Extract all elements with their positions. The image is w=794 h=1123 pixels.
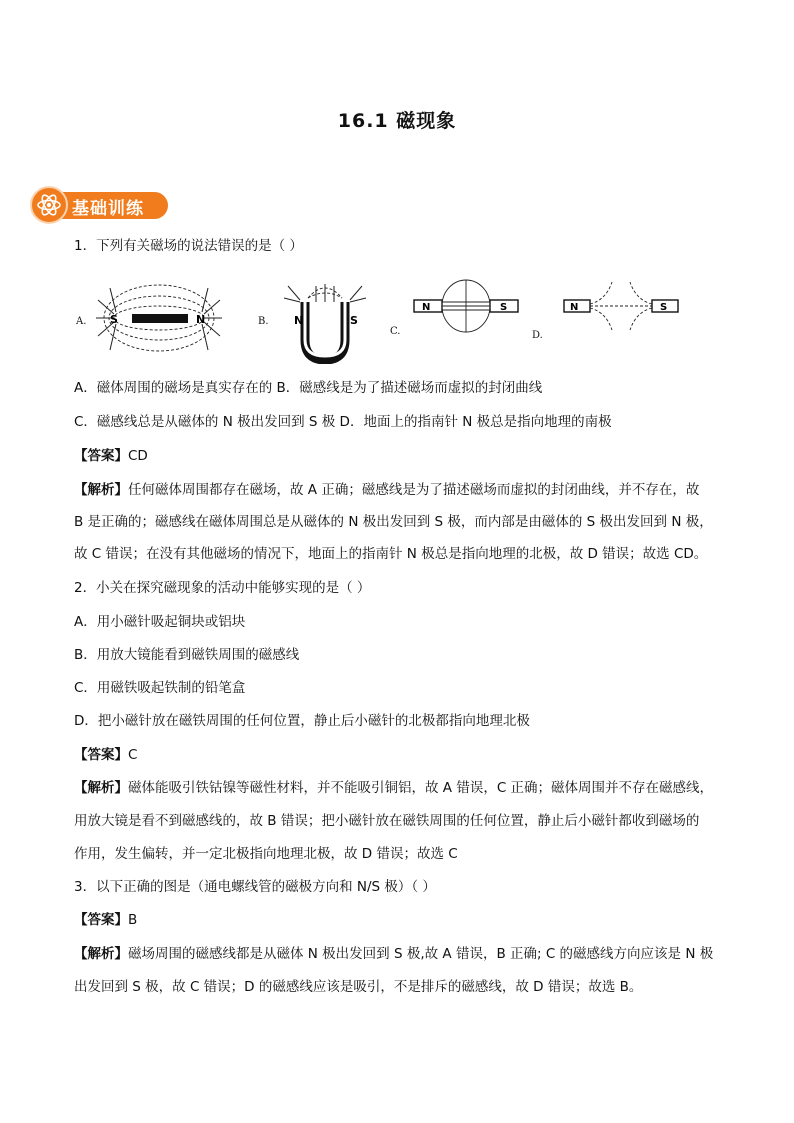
svg-text:N: N [196, 313, 206, 326]
svg-text:N: N [422, 302, 431, 313]
q2-option-d: D．把小磁针放在磁铁周围的任何位置，静止后小磁针的北极都指向地理北极 [74, 713, 530, 729]
q2-analysis-line1: 【解析】磁体能吸引铁钴镍等磁性材料，并不能吸引铜铝，故 A 错误，C 正确；磁体周围并不存在磁感线， [74, 780, 714, 796]
page-title: 16.1 磁现象 [337, 110, 457, 132]
q2-analysis-line2: 用放大镜是看不到磁感线的，故 B 错误；把小磁针放在磁铁周围的任何位置，静止后小磁针都收到磁场的 [74, 813, 700, 829]
q3-analysis-line1: 【解析】磁场周围的磁感线都是从磁体 N 极出发回到 S 极,故 A 错误，B 正确; C 的磁感线方向应该是 N 极 [74, 946, 714, 962]
q2-option-a: A．用小磁针吸起铜块或铝块 [74, 614, 246, 630]
q1-answer: 【答案】CD [74, 448, 148, 464]
figure-c-label: C. [390, 326, 401, 337]
svg-text:N: N [294, 314, 304, 327]
figure-a-label: A. [76, 316, 87, 327]
q3-answer: 【答案】B [74, 912, 138, 928]
q1-options-line1: A．磁体周围的磁场是真实存在的 B．磁感线是为了描述磁场而虚拟的封闭曲线 [74, 380, 543, 396]
figure-b-label: B. [258, 316, 269, 327]
figure-c-facing-magnets [410, 276, 522, 338]
figure-b-u-magnet [270, 272, 380, 364]
figure-a-bar-magnet [74, 270, 244, 362]
atom-icon [35, 191, 63, 219]
section-label: 基础训练 [72, 199, 144, 219]
q1-analysis-line2: B 是正确的；磁感线在磁体周围总是从磁体的 N 极出发回到 S 极，而内部是由磁体的 S 极出发回到 N 极， [74, 514, 713, 530]
q1-stem: 1．下列有关磁场的说法错误的是（ ） [74, 238, 303, 254]
figure-d-label: D. [532, 330, 543, 341]
q1-analysis-line3: 故 C 错误；在没有其他磁场的情况下，地面上的指南针 N 极总是指向地理的北极，故 D 错误；故选 CD。 [74, 546, 708, 562]
q3-stem: 3．以下正确的图是（通电螺线管的磁极方向和 N/S 极）（ ） [74, 879, 436, 895]
svg-text:S: S [350, 314, 358, 327]
q2-analysis-line3: 作用，发生偏转，并一定北极指向地理北极，故 D 错误；故选 C [74, 846, 458, 862]
q1-options-line2: C．磁感线总是从磁体的 N 极出发回到 S 极 D．地面上的指南针 N 极总是指向地理的南极 [74, 414, 612, 430]
q2-answer: 【答案】C [74, 747, 138, 763]
q3-analysis-line2: 出发回到 S 极，故 C 错误；D 的磁感线应该是吸引，不是排斥的磁感线，故 D 错误；故选 B。 [74, 979, 643, 995]
q1-analysis-line1: 【解析】任何磁体周围都存在磁场，故 A 正确；磁感线是为了描述磁场而虚拟的封闭曲线，并不存在，故 [74, 482, 700, 498]
figure-d-repelling-magnets [556, 272, 684, 334]
q2-option-b: B．用放大镜能看到磁铁周围的磁感线 [74, 647, 300, 663]
svg-text:N: N [570, 302, 579, 313]
svg-text:S: S [110, 313, 118, 326]
section-banner [30, 186, 170, 226]
svg-text:S: S [500, 302, 508, 313]
q2-option-c: C．用磁铁吸起铁制的铅笔盒 [74, 680, 246, 696]
svg-text:S: S [660, 302, 668, 313]
q2-stem: 2．小关在探究磁现象的活动中能够实现的是（ ） [74, 580, 371, 596]
